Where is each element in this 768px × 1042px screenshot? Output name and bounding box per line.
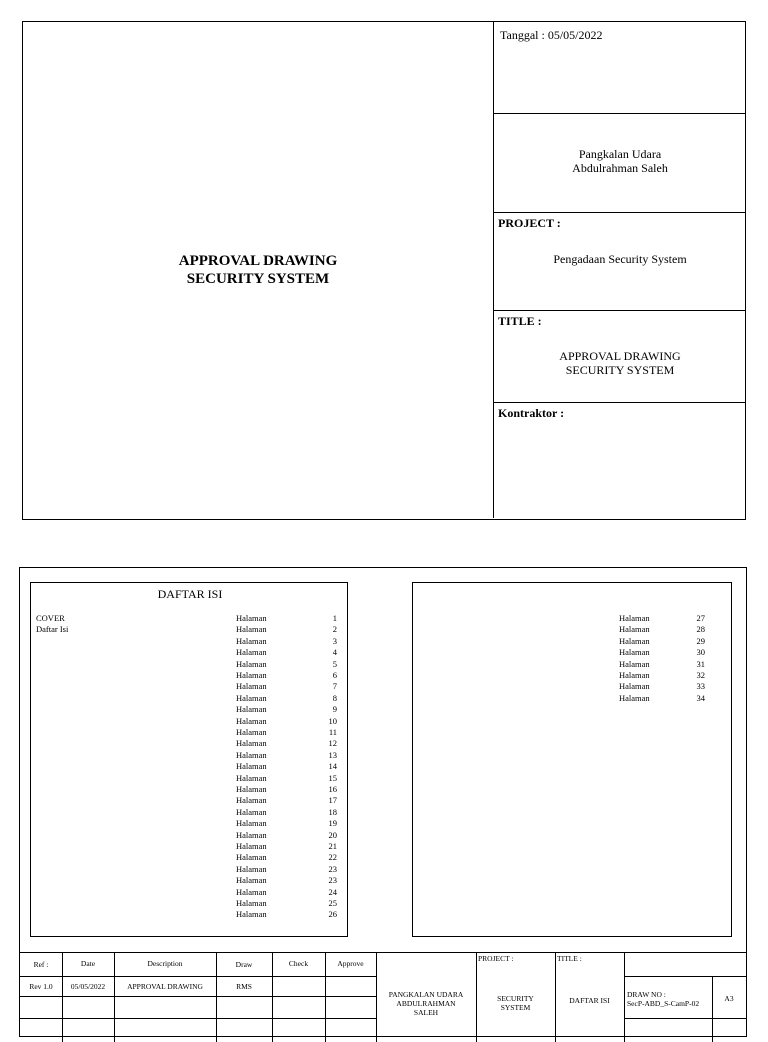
cover-title-line1: APPROVAL DRAWING xyxy=(178,253,338,269)
toc-page-word: Halaman xyxy=(236,727,267,737)
toc-page-number: 25 xyxy=(328,898,337,908)
tb-header-description: Description xyxy=(147,959,183,968)
tb-header-check: Check xyxy=(288,959,309,968)
toc-page-number: 22 xyxy=(328,852,337,863)
toc-page-word: Halaman xyxy=(619,692,650,703)
drawing-sheet xyxy=(19,567,747,1037)
toc-page-number: 28 xyxy=(696,624,705,635)
toc-page-number: 11 xyxy=(328,727,337,737)
toc-page-word: Halaman xyxy=(236,635,267,646)
toc-page-word: Halaman xyxy=(619,635,650,646)
cover-info-column xyxy=(493,22,746,518)
toc-page-number: 4 xyxy=(332,647,337,658)
tb-owner-line3: SALEH xyxy=(413,1008,439,1017)
toc-item-daftar-isi: Daftar Isi xyxy=(36,624,69,635)
toc-page-word: Halaman xyxy=(236,806,267,817)
toc-page-number: 2 xyxy=(332,624,337,635)
toc-page-number: 5 xyxy=(332,658,337,669)
toc-first-items xyxy=(36,613,68,636)
toc-page-word: Halaman xyxy=(619,647,650,658)
toc-page-word: Halaman xyxy=(236,841,267,851)
owner-cell xyxy=(494,114,746,213)
owner-line1: Pangkalan Udara xyxy=(578,147,662,161)
toc-page-word: Halaman xyxy=(236,658,267,669)
toc-page-number: 26 xyxy=(328,909,337,920)
owner-line2: Abdulrahman Saleh xyxy=(572,161,668,175)
toc-page-word: Halaman xyxy=(236,670,267,680)
toc-page-word: Halaman xyxy=(236,898,267,908)
project-cell xyxy=(494,213,746,311)
tb-project-label: PROJECT : xyxy=(478,954,514,963)
contractor-cell xyxy=(494,403,746,518)
tb-draw-no xyxy=(627,990,712,1008)
toc-page-number: 14 xyxy=(328,761,337,772)
title-value-line1: APPROVAL DRAWING xyxy=(559,349,681,363)
toc-page-word: Halaman xyxy=(236,715,267,726)
toc-page-word: Halaman xyxy=(236,829,267,840)
toc-page-number: 20 xyxy=(328,829,337,840)
toc-page-word: Halaman xyxy=(236,749,267,760)
toc-page-word: Halaman xyxy=(236,795,267,806)
project-value: Pengadaan Security System xyxy=(553,252,687,266)
cover-title-line2: SECURITY SYSTEM xyxy=(186,271,330,287)
toc-page-word: Halaman xyxy=(236,852,267,863)
toc-page-number: 23 xyxy=(328,863,337,874)
title-cell xyxy=(494,311,746,403)
toc-page-number: 31 xyxy=(696,658,705,669)
tb-project-value xyxy=(476,994,555,1012)
toc-page-number: 12 xyxy=(328,738,337,749)
toc-page-word: Halaman xyxy=(236,647,267,658)
tb-header-date: Date xyxy=(80,959,96,968)
toc-page-number: 18 xyxy=(328,806,337,817)
tb-draw-no-label: DRAW NO : xyxy=(627,990,666,999)
toc-page-number: 30 xyxy=(696,647,705,658)
tb-owner-line1: PANGKALAN UDARA xyxy=(388,990,464,999)
tb-paper-size: A3 xyxy=(724,994,734,1003)
toc-page-word: Halaman xyxy=(236,692,267,703)
toc-page-number: 19 xyxy=(328,818,337,829)
toc-page-word: Halaman xyxy=(236,818,267,829)
tb-header-ref: Ref : xyxy=(33,960,49,969)
tb-header-draw: Draw xyxy=(235,960,253,969)
tb-owner xyxy=(376,990,476,1017)
tb-rev-draw: RMS xyxy=(236,982,252,991)
title-value-line2: SECURITY SYSTEM xyxy=(565,363,675,377)
toc-panel-right xyxy=(412,582,732,937)
toc-page-word: Halaman xyxy=(236,624,267,635)
toc-page-word: Halaman xyxy=(236,772,267,783)
tb-project-value-line1: SECURITY xyxy=(497,994,534,1003)
toc-page-word: Halaman xyxy=(236,784,267,794)
toc-page-word: Halaman xyxy=(236,875,267,886)
toc-page-number: 3 xyxy=(332,635,337,646)
toc-page-word: Halaman xyxy=(236,613,267,623)
date-cell xyxy=(494,22,746,114)
toc-page-number: 8 xyxy=(332,692,337,703)
title-block xyxy=(20,952,746,1042)
toc-page-number: 34 xyxy=(696,692,705,703)
tb-title-value: DAFTAR ISI xyxy=(569,996,610,1005)
toc-page-word: Halaman xyxy=(619,658,650,669)
toc-page-word: Halaman xyxy=(236,761,267,772)
toc-page-word: Halaman xyxy=(236,738,267,749)
toc-page-number: 24 xyxy=(328,886,337,897)
toc-page-number: 17 xyxy=(328,795,337,806)
toc-page-number: 21 xyxy=(328,841,337,851)
tb-rev: Rev 1.0 xyxy=(29,982,53,991)
tb-rev-description: APPROVAL DRAWING xyxy=(127,982,203,991)
toc-page-word: Halaman xyxy=(236,909,267,920)
toc-page-number: 7 xyxy=(332,681,337,692)
toc-page-number: 33 xyxy=(696,681,705,692)
tb-project-value-line2: SYSTEM xyxy=(500,1003,531,1012)
toc-page-word: Halaman xyxy=(619,624,650,635)
toc-page-word: Halaman xyxy=(236,886,267,897)
date-text: Tanggal : 05/05/2022 xyxy=(500,28,603,42)
toc-page-number: 16 xyxy=(328,784,337,794)
toc-page-number: 1 xyxy=(332,613,337,623)
title-label: TITLE : xyxy=(498,314,542,328)
toc-page-word: Halaman xyxy=(619,613,650,623)
tb-rev-date: 05/05/2022 xyxy=(70,982,106,991)
toc-item-cover: COVER xyxy=(36,613,65,623)
tb-owner-line2: ABDULRAHMAN xyxy=(396,999,456,1008)
toc-page-word: Halaman xyxy=(236,863,267,874)
tb-header-approve: Approve xyxy=(337,959,364,968)
toc-page-word: Halaman xyxy=(619,670,650,680)
toc-page-number: 9 xyxy=(332,704,337,715)
toc-page-number: 27 xyxy=(696,613,705,623)
toc-page-number: 23 xyxy=(328,875,337,886)
toc-page-word: Halaman xyxy=(236,704,267,715)
toc-page-number: 32 xyxy=(696,670,705,680)
toc-panel-left xyxy=(30,582,348,937)
toc-title: DAFTAR ISI xyxy=(157,587,223,601)
cover-main-title xyxy=(23,252,493,288)
toc-page-number: 29 xyxy=(696,635,705,646)
toc-page-number: 15 xyxy=(328,772,337,783)
cover-sheet xyxy=(22,21,746,520)
toc-page-word: Halaman xyxy=(619,681,650,692)
toc-page-number: 6 xyxy=(332,670,337,680)
toc-page-number: 10 xyxy=(328,715,337,726)
tb-title-label: TITLE : xyxy=(557,954,582,963)
toc-page-word: Halaman xyxy=(236,681,267,692)
tb-draw-no-value: SecP-ABD_S-CamP-02 xyxy=(627,999,700,1008)
contractor-label: Kontraktor : xyxy=(498,406,565,420)
project-label: PROJECT : xyxy=(498,216,561,230)
toc-page-number: 13 xyxy=(328,749,337,760)
